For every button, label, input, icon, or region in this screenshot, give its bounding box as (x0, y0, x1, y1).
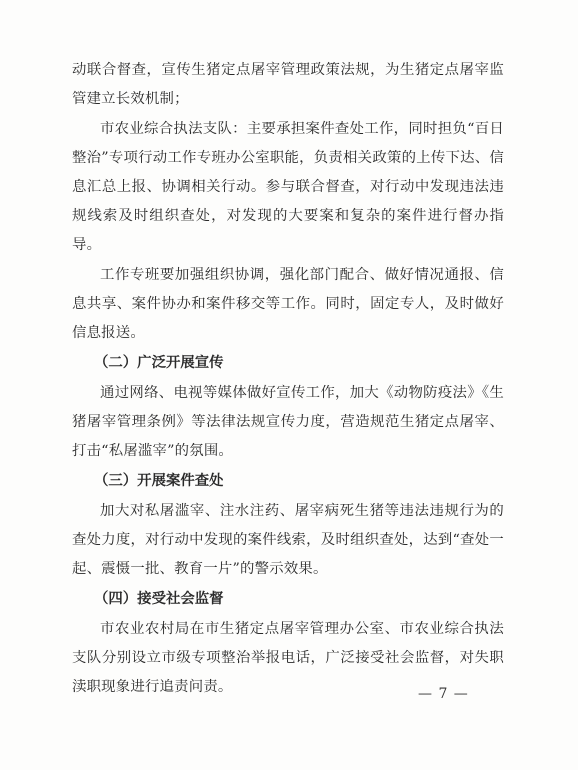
paragraph-publicity: 通过网络、电视等媒体做好宣传工作，加大《动物防疫法》《生猪屠宰管理条例》等法律法规宣传力度，营造规范生猪定点屠宰、打击“私屠滥宰”的氛围。 (72, 385, 504, 459)
paragraph-continuation: 动联合督查，宣传生猪定点屠宰管理政策法规，为生猪定点屠宰监管建立长效机制； (72, 62, 504, 107)
section-heading-public-supervision: （四）接受社会监督 (94, 591, 224, 607)
paragraph-law-enforcement-duties: 市农业综合执法支队：主要承担案件查处工作，同时担负“百日整治”专项行动工作专班办公室职能，负责相关政策的上传下达、信息汇总上报、协调相关行动。参与联合督查，对行动中发现违法违规线索及时组织查处，对发现的大要案和复杂的案件进行督办指导。 (72, 121, 504, 253)
document-body (72, 56, 504, 703)
section-heading-publicity: （二）广泛开展宣传 (94, 355, 224, 371)
paragraph-case-handling: 加大对私屠滥宰、注水注药、屠宰病死生猪等违法违规行为的查处力度，对行动中发现的案件线索，及时组织查处，达到“查处一起、震慑一批、教育一片”的警示效果。 (72, 503, 504, 577)
page-number: — 7 — (418, 686, 469, 702)
paragraph-public-supervision: 市农业农村局在市生猪定点屠宰管理办公室、市农业综合执法支队分别设立市级专项整治举报电话，广泛接受社会监督，对失职渎职现象进行追责问责。 (72, 621, 504, 695)
paragraph-task-force: 工作专班要加强组织协调，强化部门配合、做好情况通报、信息共享、案件协办和案件移交等工作。同时，固定专人，及时做好信息报送。 (72, 267, 504, 341)
section-heading-case-handling: （三）开展案件查处 (94, 473, 224, 489)
